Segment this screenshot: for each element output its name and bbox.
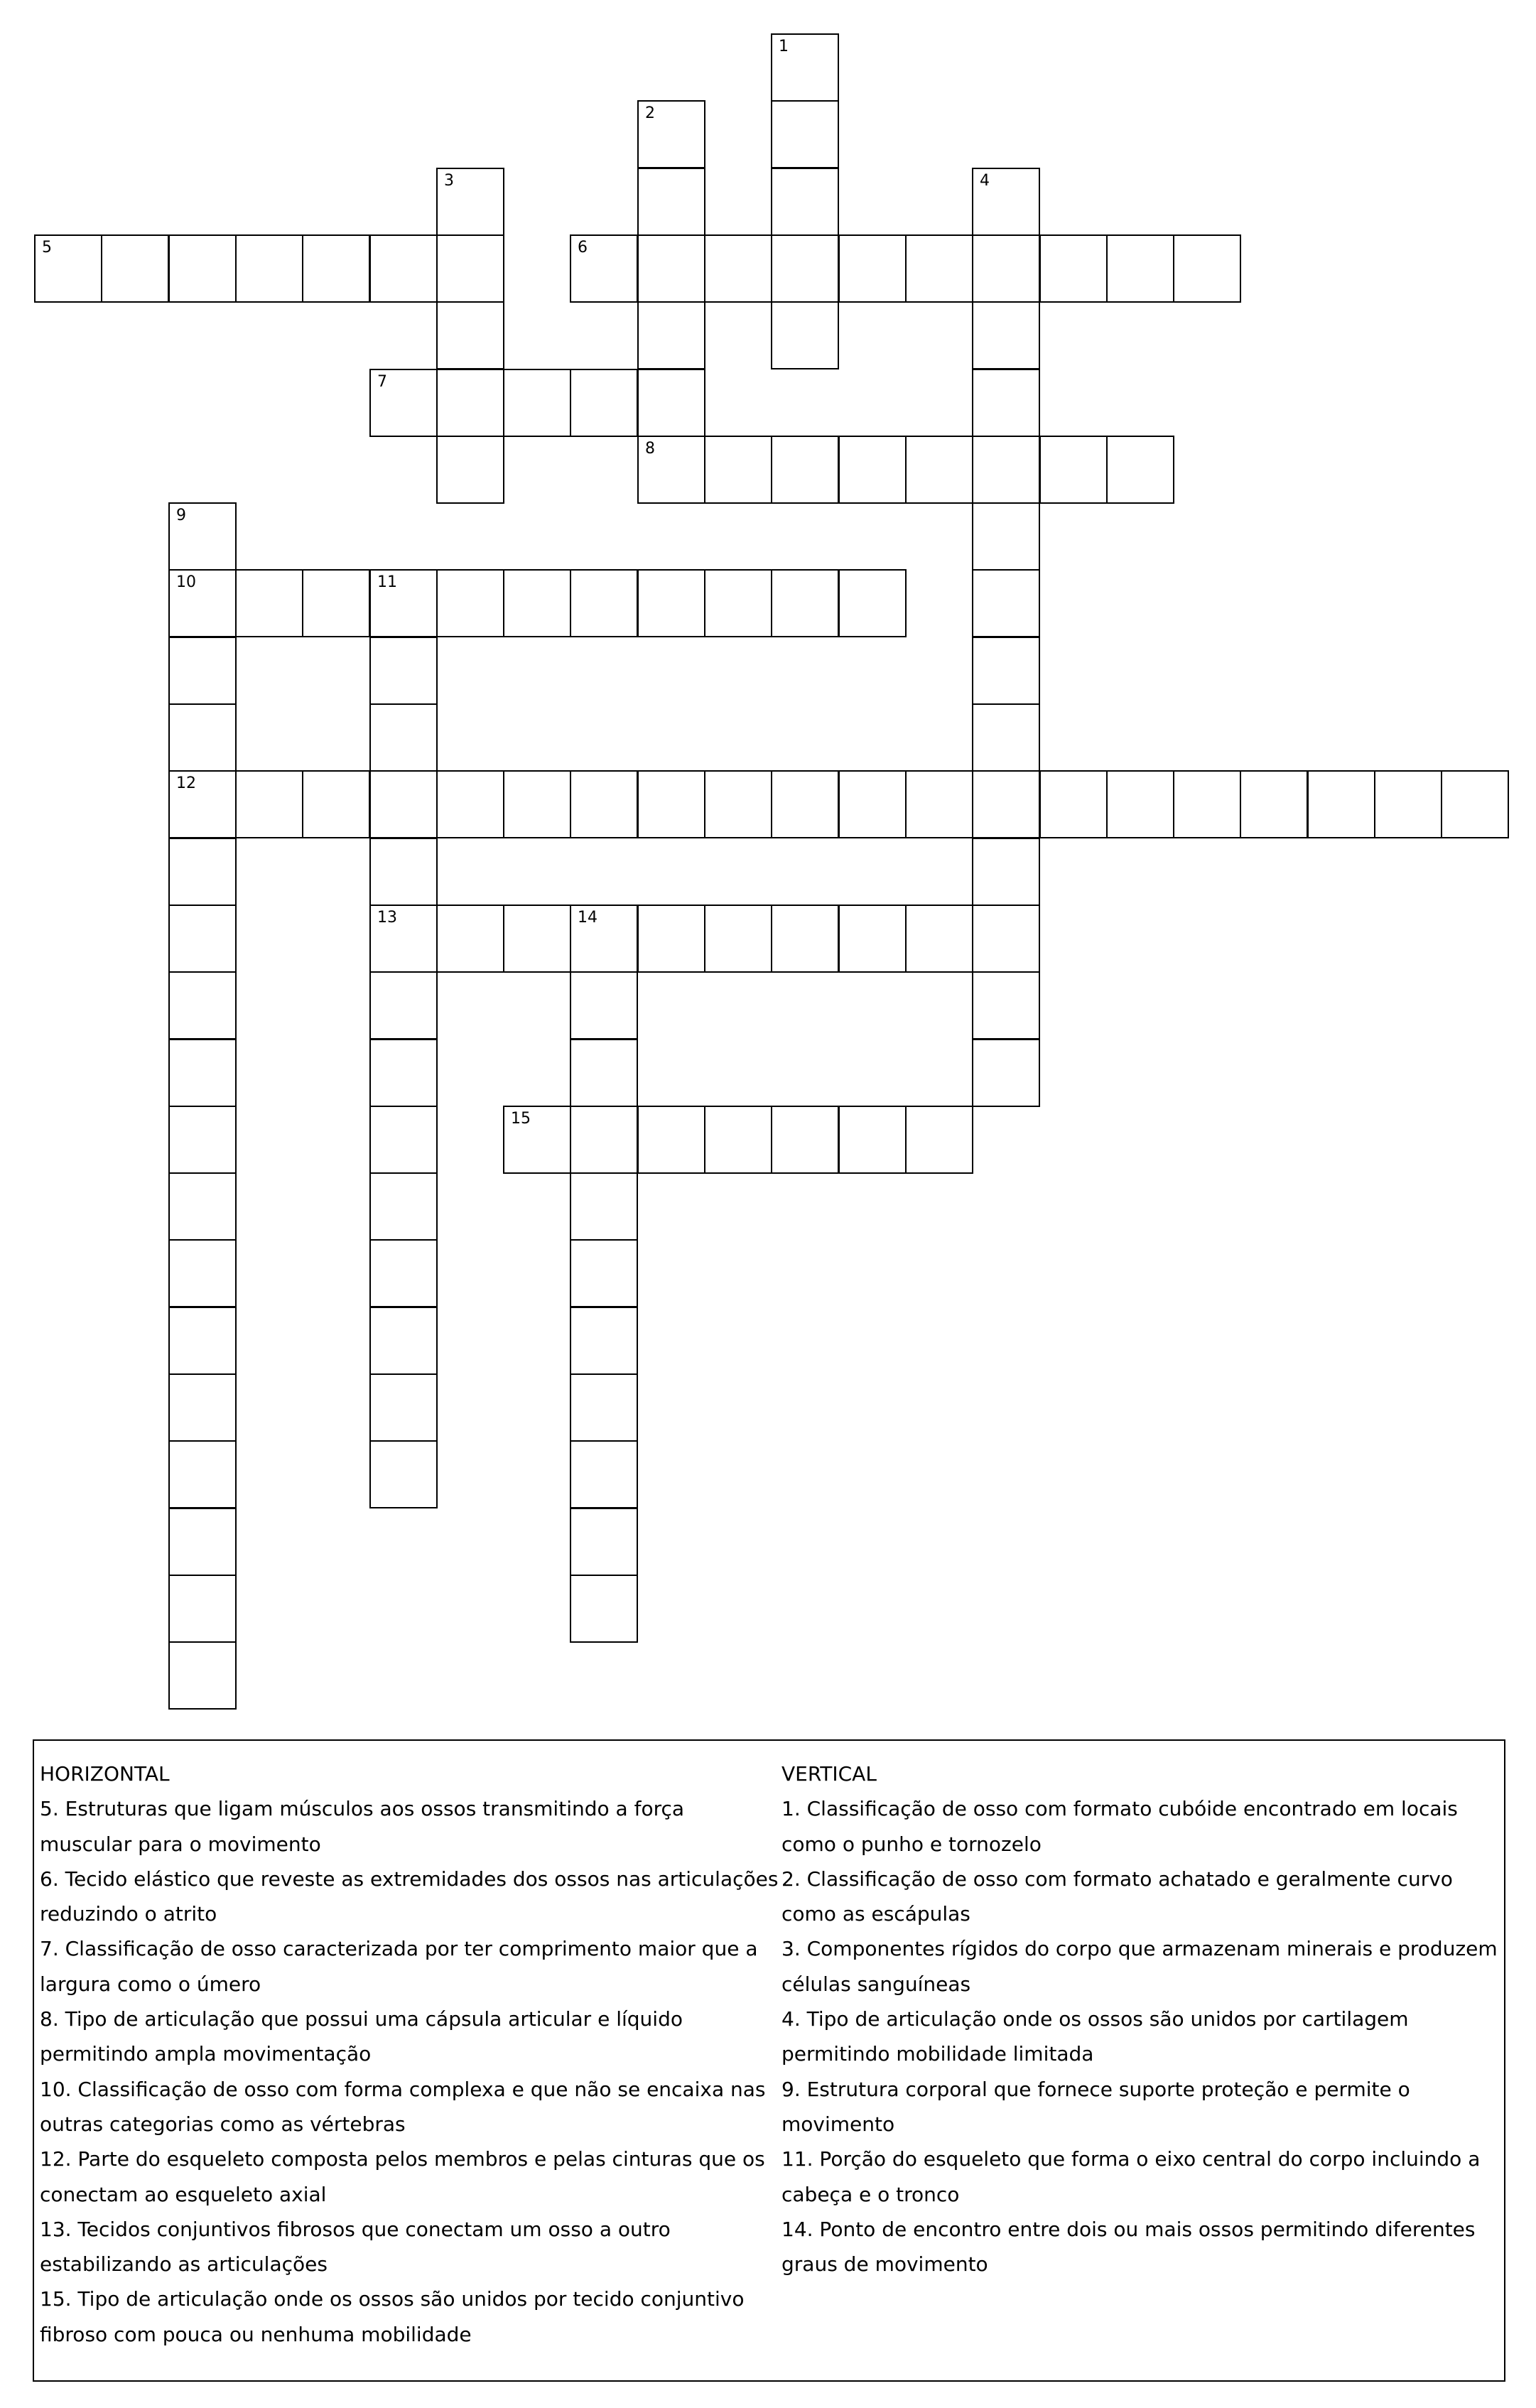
clue-down-11: 11. Porção do esqueleto que forma o eixo central do corpo incluindo a cabeça e o tronco <box>781 2147 1481 2206</box>
clue-across-13: 13. Tecidos conjuntivos fibrosos que conectam um osso a outro estabilizando as articulações <box>40 2217 671 2277</box>
grid-cell[interactable] <box>972 838 1040 906</box>
grid-cell[interactable] <box>369 703 438 772</box>
grid-cell[interactable] <box>1106 436 1174 504</box>
grid-cell[interactable] <box>570 569 638 637</box>
clue-across-6: 6. Tecido elástico que reveste as extremidades dos ossos nas articulações reduzindo o atrito <box>40 1867 779 1926</box>
grid-cell[interactable] <box>101 234 169 303</box>
clue-down-3: 3. Componentes rígidos do corpo que armazenam minerais e produzem células sanguíneas <box>781 1937 1498 1996</box>
grid-cell[interactable] <box>1106 234 1174 303</box>
grid-cell[interactable] <box>436 301 504 369</box>
grid-cell[interactable] <box>570 1575 638 1643</box>
grid-cell[interactable] <box>570 1239 638 1307</box>
grid-cell[interactable] <box>637 569 705 637</box>
grid-cell[interactable] <box>637 436 705 504</box>
grid-cell[interactable] <box>972 905 1040 973</box>
grid-cell[interactable] <box>972 637 1040 705</box>
grid-cell[interactable] <box>168 502 237 571</box>
clue-across-7: 7. Classificação de osso caracterizada por ter comprimento maior que a largura como o úmero <box>40 1937 758 1996</box>
cell-number: 12 <box>176 774 196 792</box>
grid-cell[interactable] <box>168 1307 237 1375</box>
clue-across-8: 8. Tipo de articulação que possui uma cápsula articular e líquido permitindo ampla movimentação <box>40 2007 683 2066</box>
grid-cell[interactable] <box>905 234 973 303</box>
grid-cell[interactable] <box>1039 770 1108 838</box>
cell-number: 7 <box>377 373 387 391</box>
grid-cell[interactable] <box>972 234 1040 303</box>
grid-cell[interactable] <box>637 168 705 236</box>
grid-cell[interactable] <box>168 971 237 1040</box>
grid-cell[interactable] <box>570 1172 638 1241</box>
grid-cell[interactable] <box>972 502 1040 571</box>
grid-cell[interactable] <box>168 905 237 973</box>
grid-cell[interactable] <box>168 637 237 705</box>
grid-cell[interactable] <box>771 33 839 102</box>
clue-down-4: 4. Tipo de articulação onde os ossos são unidos por cartilagem permitindo mobilidade limitada <box>781 2007 1409 2066</box>
grid-cell[interactable] <box>704 436 772 504</box>
cell-number: 1 <box>779 38 789 55</box>
grid-cell[interactable] <box>1106 770 1174 838</box>
grid-cell[interactable] <box>972 168 1040 236</box>
grid-cell[interactable] <box>302 234 370 303</box>
grid-cell[interactable] <box>168 1172 237 1241</box>
grid-cell[interactable] <box>570 770 638 838</box>
grid-cell[interactable] <box>1173 770 1241 838</box>
clue-down-1: 1. Classificação de osso com formato cubóide encontrado em locais como o punho e tornozelo <box>781 1797 1458 1856</box>
grid-cell[interactable] <box>235 770 303 838</box>
grid-cell[interactable] <box>503 569 571 637</box>
grid-cell[interactable] <box>771 905 839 973</box>
grid-cell[interactable] <box>369 1440 438 1508</box>
clue-down-9: 9. Estrutura corporal que fornece suporte proteção e permite o movimento <box>781 2077 1410 2136</box>
cell-number: 15 <box>511 1110 531 1128</box>
cell-number: 10 <box>176 573 196 591</box>
grid-cell[interactable] <box>838 569 907 637</box>
cell-number: 8 <box>645 440 655 458</box>
grid-cell[interactable] <box>168 1106 237 1174</box>
grid-cell[interactable] <box>436 436 504 504</box>
grid-cell[interactable] <box>771 100 839 168</box>
grid-cell[interactable] <box>704 234 772 303</box>
grid-cell[interactable] <box>1039 436 1108 504</box>
grid-cell[interactable] <box>905 905 973 973</box>
grid-cell[interactable] <box>369 234 438 303</box>
grid-cell[interactable] <box>168 770 237 838</box>
grid-cell[interactable] <box>436 770 504 838</box>
clue-across-10: 10. Classificação de osso com forma complexa e que não se encaixa nas outras categorias como as vértebras <box>40 2077 766 2136</box>
grid-cell[interactable] <box>369 971 438 1040</box>
grid-cell[interactable] <box>704 770 772 838</box>
cell-number: 3 <box>444 172 454 190</box>
grid-cell[interactable] <box>771 301 839 369</box>
grid-cell[interactable] <box>168 1508 237 1576</box>
grid-cell[interactable] <box>972 569 1040 637</box>
grid-cell[interactable] <box>168 1239 237 1307</box>
grid-cell[interactable] <box>369 1106 438 1174</box>
grid-cell[interactable] <box>570 905 638 973</box>
grid-cell[interactable] <box>838 770 907 838</box>
grid-cell[interactable] <box>637 369 705 437</box>
horizontal-clues <box>40 1756 779 2352</box>
grid-cell[interactable] <box>369 1172 438 1241</box>
grid-cell[interactable] <box>570 1307 638 1375</box>
grid-cell[interactable] <box>168 1440 237 1508</box>
grid-cell[interactable] <box>637 100 705 168</box>
grid-cell[interactable] <box>436 168 504 236</box>
grid-cell[interactable] <box>570 1039 638 1107</box>
grid-cell[interactable] <box>637 1106 705 1174</box>
grid-cell[interactable] <box>1307 770 1375 838</box>
grid-cell[interactable] <box>570 1106 638 1174</box>
clues-box <box>33 1739 1505 2382</box>
grid-cell[interactable] <box>637 905 705 973</box>
cell-number: 5 <box>42 239 52 257</box>
grid-cell[interactable] <box>235 234 303 303</box>
grid-cell[interactable] <box>570 1508 638 1576</box>
grid-cell[interactable] <box>771 436 839 504</box>
grid-cell[interactable] <box>503 1106 571 1174</box>
cell-number: 6 <box>578 239 588 257</box>
grid-cell[interactable] <box>905 436 973 504</box>
grid-cell[interactable] <box>771 770 839 838</box>
grid-cell[interactable] <box>771 569 839 637</box>
grid-cell[interactable] <box>771 168 839 236</box>
grid-cell[interactable] <box>302 770 370 838</box>
grid-cell[interactable] <box>369 369 438 437</box>
grid-cell[interactable] <box>369 637 438 705</box>
grid-cell[interactable] <box>302 569 370 637</box>
grid-cell[interactable] <box>436 905 504 973</box>
cell-number: 2 <box>645 104 655 122</box>
grid-cell[interactable] <box>168 234 237 303</box>
grid-cell[interactable] <box>972 971 1040 1040</box>
grid-cell[interactable] <box>168 569 237 637</box>
grid-cell[interactable] <box>972 703 1040 772</box>
grid-cell[interactable] <box>436 369 504 437</box>
grid-cell[interactable] <box>1173 234 1241 303</box>
grid-cell[interactable] <box>972 369 1040 437</box>
grid-cell[interactable] <box>168 703 237 772</box>
grid-cell[interactable] <box>369 770 438 838</box>
grid-cell[interactable] <box>369 1239 438 1307</box>
grid-cell[interactable] <box>972 770 1040 838</box>
grid-cell[interactable] <box>704 1106 772 1174</box>
grid-cell[interactable] <box>503 905 571 973</box>
grid-cell[interactable] <box>503 770 571 838</box>
grid-cell[interactable] <box>704 569 772 637</box>
grid-cell[interactable] <box>771 1106 839 1174</box>
cell-number: 11 <box>377 573 397 591</box>
grid-cell[interactable] <box>168 1641 237 1710</box>
grid-cell[interactable] <box>436 569 504 637</box>
grid-cell[interactable] <box>570 369 638 437</box>
clue-across-15: 15. Tipo de articulação onde os ossos são unidos por tecido conjuntivo fibroso com pouca ou nenhuma mobilidade <box>40 2287 745 2346</box>
grid-cell[interactable] <box>972 1039 1040 1107</box>
grid-cell[interactable] <box>168 838 237 906</box>
clue-across-12: 12. Parte do esqueleto composta pelos membros e pelas cinturas que os conectam ao esqueleto axial <box>40 2147 765 2206</box>
grid-cell[interactable] <box>369 838 438 906</box>
cell-number: 4 <box>980 172 990 190</box>
grid-cell[interactable] <box>369 1307 438 1375</box>
grid-cell[interactable] <box>34 234 102 303</box>
grid-cell[interactable] <box>637 301 705 369</box>
grid-cell[interactable] <box>436 234 504 303</box>
grid-cell[interactable] <box>972 436 1040 504</box>
grid-cell[interactable] <box>168 1039 237 1107</box>
grid-cell[interactable] <box>168 1373 237 1442</box>
grid-cell[interactable] <box>369 905 438 973</box>
grid-cell[interactable] <box>704 905 772 973</box>
grid-cell[interactable] <box>637 234 705 303</box>
grid-cell[interactable] <box>570 1440 638 1508</box>
grid-cell[interactable] <box>838 234 907 303</box>
grid-cell[interactable] <box>1374 770 1442 838</box>
grid-cell[interactable] <box>637 770 705 838</box>
grid-cell[interactable] <box>570 1373 638 1442</box>
grid-cell[interactable] <box>838 1106 907 1174</box>
clue-down-2: 2. Classificação de osso com formato achatado e geralmente curvo como as escápulas <box>781 1867 1453 1926</box>
grid-cell[interactable] <box>1039 234 1108 303</box>
grid-cell[interactable] <box>1240 770 1308 838</box>
grid-cell[interactable] <box>235 569 303 637</box>
grid-cell[interactable] <box>369 1039 438 1107</box>
grid-cell[interactable] <box>369 1373 438 1442</box>
horizontal-heading: HORIZONTAL <box>40 1762 170 1786</box>
grid-cell[interactable] <box>905 770 973 838</box>
grid-cell[interactable] <box>503 369 571 437</box>
vertical-heading: VERTICAL <box>781 1762 877 1786</box>
grid-cell[interactable] <box>570 234 638 303</box>
vertical-clues <box>781 1756 1500 2282</box>
grid-cell[interactable] <box>771 234 839 303</box>
grid-cell[interactable] <box>838 905 907 973</box>
cell-number: 9 <box>176 507 186 524</box>
grid-cell[interactable] <box>570 971 638 1040</box>
grid-cell[interactable] <box>369 569 438 637</box>
clue-across-5: 5. Estruturas que ligam músculos aos ossos transmitindo a força muscular para o movimento <box>40 1797 685 1856</box>
grid-cell[interactable] <box>1441 770 1509 838</box>
clue-down-14: 14. Ponto de encontro entre dois ou mais ossos permitindo diferentes graus de movimento <box>781 2217 1476 2277</box>
cell-number: 14 <box>578 909 597 927</box>
grid-cell[interactable] <box>905 1106 973 1174</box>
grid-cell[interactable] <box>168 1575 237 1643</box>
grid-cell[interactable] <box>972 301 1040 369</box>
cell-number: 13 <box>377 909 397 927</box>
grid-cell[interactable] <box>838 436 907 504</box>
